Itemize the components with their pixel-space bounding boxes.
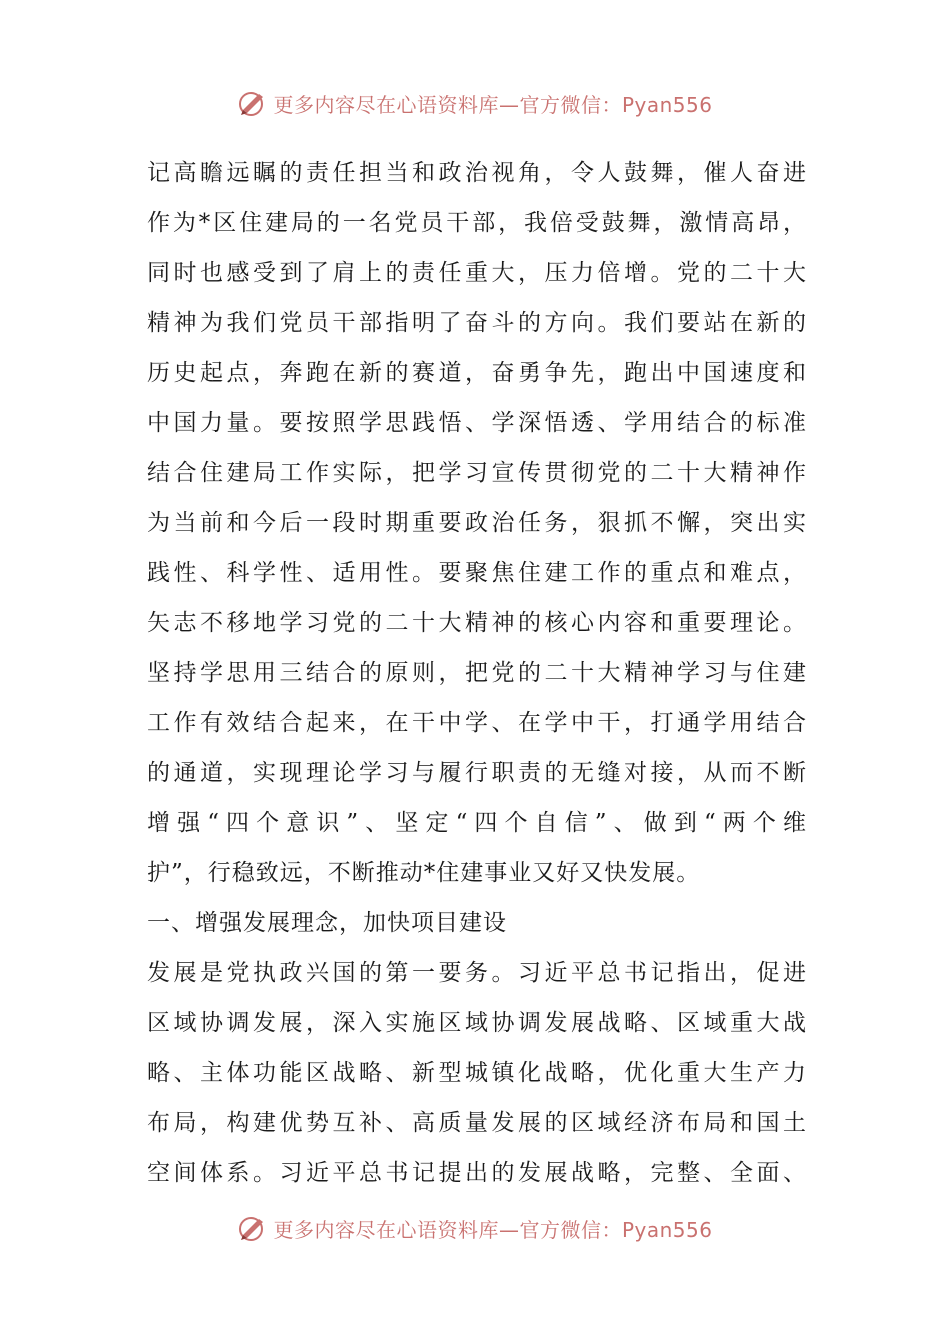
body-line: 作为*区住建局的一名党员干部，我倍受鼓舞，激情高昂， [147, 210, 807, 236]
body-line: 历史起点，奔跑在新的赛道，奋勇争先，跑出中国速度和 [147, 360, 807, 386]
body-line: 增强“四个意识”、坚定“四个自信”、做到“两个维 [147, 810, 807, 836]
body-line: 区域协调发展，深入实施区域协调发展战略、区域重大战 [147, 1010, 807, 1036]
body-line: 的通道，实现理论学习与履行职责的无缝对接，从而不断 [147, 760, 807, 786]
section-heading: 一、增强发展理念，加快项目建设 [147, 910, 507, 936]
pen-logo-icon [237, 1213, 267, 1243]
body-line: 结合住建局工作实际，把学习宣传贯彻党的二十大精神作 [147, 460, 807, 486]
body-line: 同时也感受到了肩上的责任重大，压力倍增。党的二十大 [147, 260, 807, 286]
pen-logo-icon [237, 88, 267, 118]
body-line: 中国力量。要按照学思践悟、学深悟透、学用结合的标准 [147, 410, 807, 436]
body-line: 坚持学思用三结合的原则，把党的二十大精神学习与住建 [147, 660, 807, 686]
body-line: 空间体系。习近平总书记提出的发展战略，完整、全面、 [147, 1160, 807, 1186]
body-line: 精神为我们党员干部指明了奋斗的方向。我们要站在新的 [147, 310, 807, 336]
watermark-text-bottom: 更多内容尽在心语资料库—官方微信：Pyan556 [273, 1217, 713, 1242]
body-line: 护”，行稳致远，不断推动*住建事业又好又快发展。 [147, 860, 701, 886]
watermark-banner-bottom [0, 1208, 950, 1248]
body-line: 略、主体功能区战略、新型城镇化战略，优化重大生产力 [147, 1060, 807, 1086]
watermark-text-top: 更多内容尽在心语资料库—官方微信：Pyan556 [273, 92, 713, 117]
body-line: 工作有效结合起来，在干中学、在学中干，打通学用结合 [147, 710, 807, 736]
body-line: 发展是党执政兴国的第一要务。习近平总书记指出，促进 [147, 960, 807, 986]
body-line: 矢志不移地学习党的二十大精神的核心内容和重要理论。 [147, 610, 807, 636]
body-line: 践性、科学性、适用性。要聚焦住建工作的重点和难点， [147, 560, 807, 586]
watermark-banner-top [0, 83, 950, 123]
body-line: 为当前和今后一段时期重要政治任务，狠抓不懈，突出实 [147, 510, 807, 536]
document-body [147, 148, 807, 1198]
body-line: 记高瞻远瞩的责任担当和政治视角，令人鼓舞，催人奋进 [147, 160, 807, 186]
body-line: 布局，构建优势互补、高质量发展的区域经济布局和国土 [147, 1110, 807, 1136]
